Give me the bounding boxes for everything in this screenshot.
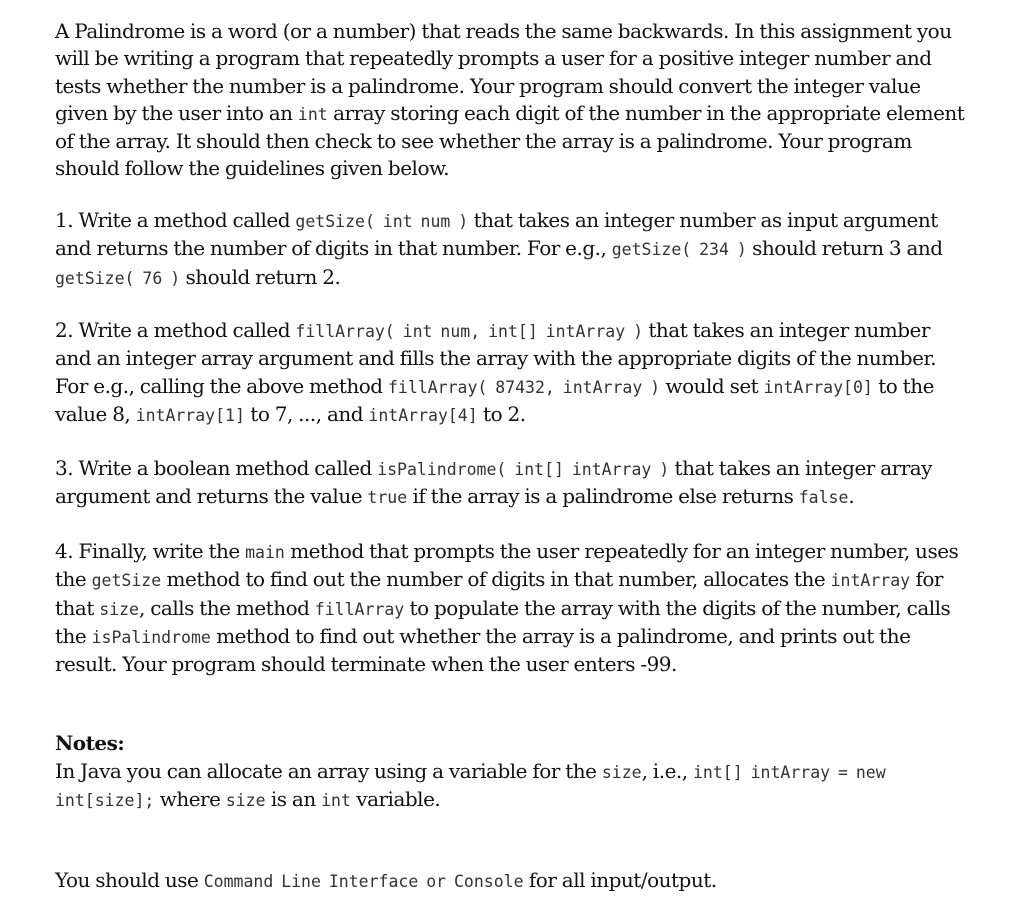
final-note-paragraph: You should use Command Line Interface or Console for all input/output. (55, 868, 717, 892)
item-1-paragraph: 1. Write a method called getSize( int num ) that takes an integer number as input argument and returns the number of digits in that number. For e.g., getSize( 234 ) should return 3 and getSize( 76 ) should return 2. (55, 208, 943, 289)
notes-heading: Notes: (55, 731, 125, 755)
item-3-paragraph: 3. Write a boolean method called isPalindrome( int[] intArray ) that takes an integer array argument and returns the value true if the array is a palindrome else returns false. (55, 456, 932, 509)
item-4-paragraph: 4. Finally, write the main method that prompts the user repeatedly for an integer number, uses the getSize method to find out the number of digits in that number, allocates the intArray for that size, calls the method fillArray to populate the array with the digits of the number, calls the isPalindrome method to find out whether the array is a palindrome, and prints out the result. Your program should terminate when the user enters -99. (55, 539, 959, 677)
notes-paragraph: In Java you can allocate an array using a variable for the size, i.e., int[] intArray = new int[size]; where size is an int variable. (55, 759, 886, 812)
item-2-paragraph: 2. Write a method called fillArray( int num, int[] intArray ) that takes an integer number and an integer array argument and fills the array with the appropriate digits of the number. For e.g., calling the above method fillArray( 87432, intArray ) would set intArray[0] to the value 8, intArray[1] to 7, ..., and intArray[4] to 2. (55, 318, 937, 426)
intro-paragraph: A Palindrome is a word (or a number) that reads the same backwards. In this assignment you will be writing a program that repeatedly prompts a user for a positive integer number and tests whether the number is a palindrome. Your program should convert the integer value given by the user into an int array storing each digit of the number in the appropriate element of the array. It should then check to see whether the array is a palindrome. Your program should follow the guidelines given below. (55, 19, 965, 181)
